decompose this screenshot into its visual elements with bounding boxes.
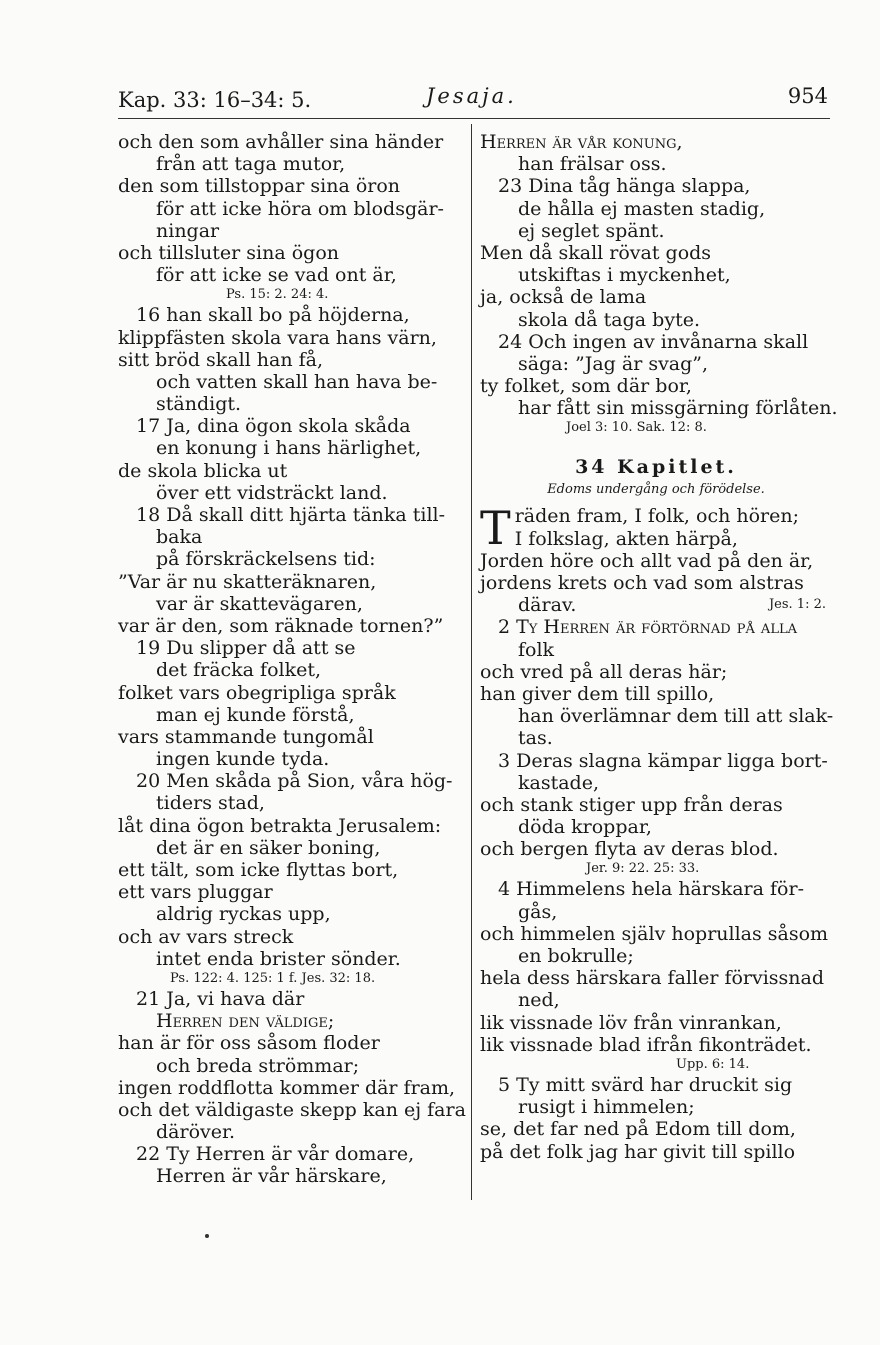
verse-line: Jorden höre och allt vad på den är,: [480, 549, 814, 572]
verse-line: ”Var är nu skatteräknaren,: [118, 570, 377, 593]
verse-line: 20 Men skåda på Sion, våra hög-: [136, 770, 453, 793]
verse-line: och av vars streck: [118, 925, 294, 948]
verse-line: I folkslag, akten härpå,: [514, 527, 738, 550]
page-number: 954: [787, 84, 828, 108]
verse-line: från att taga mutor,: [156, 153, 346, 176]
verse-line: 22 Ty Herren är vår domare,: [136, 1143, 415, 1166]
verse-line: utskiftas i myckenhet,: [518, 264, 731, 287]
verse-line: ständigt.: [156, 393, 242, 416]
verse-line: Men då skall rövat gods: [480, 241, 712, 264]
verse-line: 21 Ja, vi hava där: [136, 987, 305, 1010]
cross-reference: Jes. 1: 2.: [768, 597, 826, 613]
verse-line: och breda strömmar;: [156, 1054, 360, 1077]
verse-line: Herren är vår härskare,: [156, 1165, 387, 1188]
verse-line: han överlämnar dem till att slak-: [518, 705, 834, 728]
verse-line: han frälsar oss.: [518, 153, 667, 176]
verse-line: ingen roddflotta kommer där fram,: [118, 1076, 456, 1099]
chapter-heading: 34 Kapitlet.: [575, 456, 737, 479]
cross-reference: Joel 3: 10. Sak. 12: 8.: [566, 420, 707, 436]
verse-line: hela dess härskara faller förvissnad: [480, 967, 825, 990]
verse-line: folket vars obegripliga språk: [118, 681, 396, 704]
verse-line: Herren är vår konung,: [480, 131, 683, 153]
verse-line: ett tält, som icke flyttas bort,: [118, 859, 399, 881]
verse-line: och det väldigaste skepp kan ej fara: [118, 1098, 466, 1121]
chapter-reference: Kap. 33: 16–34: 5.: [118, 88, 312, 112]
verse-line: och vred på all deras här;: [480, 660, 728, 683]
verse-line: sitt bröd skall han få,: [118, 348, 324, 371]
verse-line: ty folket, som där bor,: [480, 375, 692, 398]
verse-line: det är en säker boning,: [156, 836, 381, 859]
header-rule: [118, 118, 830, 119]
left-column: [118, 131, 468, 1188]
verse-line: lik vissnade löv från vinrankan,: [480, 1011, 782, 1034]
verse-line: och bergen flyta av deras blod.: [480, 838, 779, 861]
verse-line: [480, 594, 832, 616]
verse-line: lik vissnade blad ifrån fikonträdet.: [480, 1033, 812, 1056]
verse-line: 3 Deras slagna kämpar ligga bort-: [498, 749, 828, 772]
verse-line: ett vars pluggar: [118, 881, 273, 904]
verse-line: ned,: [518, 989, 560, 1012]
drop-cap: T: [480, 501, 511, 556]
verse-line: ningar: [156, 219, 220, 242]
verse-line: och tillsluter sina ögon: [118, 241, 339, 264]
verse-line: klippfästen skola vara hans värn,: [118, 326, 437, 349]
verse-line: däröver.: [156, 1121, 236, 1144]
verse-line: 2 Ty Herren är förtörnad på alla: [498, 616, 797, 639]
verse-text: därav.: [518, 594, 577, 617]
verse-line: jordens krets och vad som alstras: [480, 572, 804, 594]
verse-line: de hålla ej masten stadig,: [518, 197, 766, 220]
verse-line: 19 Du slipper då att se: [136, 637, 356, 660]
verse-line: en bokrulle;: [518, 945, 634, 967]
verse-line: och himmelen själv hoprullas såsom: [480, 922, 829, 945]
verse-line: skola då taga byte.: [518, 308, 700, 331]
verse-line: på det folk jag har givit till spillo: [480, 1140, 796, 1163]
verse-line: 16 han skall bo på höjderna,: [136, 304, 410, 327]
verse-line: för att icke se vad ont är,: [156, 264, 397, 287]
spacer: [480, 437, 832, 455]
verse-line: var är skattevägaren,: [156, 592, 363, 615]
cross-reference: Ps. 122: 4. 125: 1 f. Jes. 32: 18.: [170, 970, 376, 986]
verse-line: 23 Dina tåg hänga slappa,: [498, 175, 751, 198]
page-header: [118, 84, 828, 116]
cross-reference: Ps. 15: 2. 24: 4.: [226, 287, 329, 303]
verse-line: döda kroppar,: [518, 816, 652, 839]
verse-line: ja, också de lama: [480, 286, 647, 309]
verse-line: Herren den väldige;: [156, 1010, 335, 1033]
verse-line: ej seglet spänt.: [518, 219, 665, 242]
verse-line: 5 Ty mitt svärd har druckit sig: [498, 1073, 793, 1096]
verse-line: och den som avhåller sina händer: [118, 131, 444, 153]
chapter-subtitle: Edoms undergång och förödelse.: [547, 482, 765, 498]
verse-line: man ej kunde förstå,: [156, 703, 355, 726]
verse-line: rusigt i himmelen;: [518, 1096, 695, 1119]
verse-line: vars stammande tungomål: [118, 725, 374, 748]
verse-line: gås,: [518, 900, 558, 923]
verse-line: och stank stiger upp från deras: [480, 793, 783, 816]
verse-line: han är för oss såsom floder: [118, 1032, 380, 1055]
verse-line: räden fram, I folk, och hören;: [514, 505, 800, 528]
verse-line: intet enda brister sönder.: [156, 947, 401, 970]
verse-line: 4 Himmelens hela härskara för-: [498, 878, 804, 901]
verse-line: han giver dem till spillo,: [480, 682, 715, 705]
verse-line: kastade,: [518, 771, 600, 794]
verse-line: aldrig ryckas upp,: [156, 903, 331, 926]
verse-line: var är den, som räknade tornen?”: [118, 614, 444, 637]
verse-line: ingen kunde tyda.: [156, 748, 330, 771]
column-divider: [471, 124, 472, 1200]
verse-line: och vatten skall han hava be-: [156, 370, 438, 393]
verse-line: säga: ”Jag är svag”,: [518, 352, 709, 375]
verse-line: 18 Då skall ditt hjärta tänka till-: [136, 504, 446, 526]
verse-line: det fräcka folket,: [156, 659, 322, 682]
cross-reference: Jer. 9: 22. 25: 33.: [586, 861, 700, 877]
verse-line: tiders stad,: [156, 792, 265, 815]
verse-line: den som tillstoppar sina öron: [118, 175, 401, 198]
verse-line: över ett vidsträckt land.: [156, 481, 388, 504]
ink-dot: [205, 1234, 209, 1238]
verse-line: har fått sin missgärning förlåten.: [518, 397, 838, 420]
verse-line: folk: [518, 638, 555, 661]
verse-line: de skola blicka ut: [118, 459, 288, 482]
verse-line: låt dina ögon betrakta Jerusalem:: [118, 814, 442, 837]
verse-line: 24 Och ingen av invånarna skall: [498, 330, 809, 353]
verse-line: se, det far ned på Edom till dom,: [480, 1118, 796, 1141]
right-column: [480, 131, 838, 1163]
verse-line: baka: [156, 526, 203, 549]
chapter-opening: [480, 501, 832, 556]
verse-line: för att icke höra om blodsgär-: [156, 197, 444, 220]
verse-line: en konung i hans härlighet,: [156, 437, 422, 460]
verse-line: 17 Ja, dina ögon skola skåda: [136, 415, 411, 438]
book-title: Jesaja.: [426, 84, 517, 108]
verse-line: tas.: [518, 727, 553, 750]
cross-reference: Upp. 6: 14.: [676, 1056, 750, 1072]
verse-line: på förskräckelsens tid:: [156, 548, 376, 571]
